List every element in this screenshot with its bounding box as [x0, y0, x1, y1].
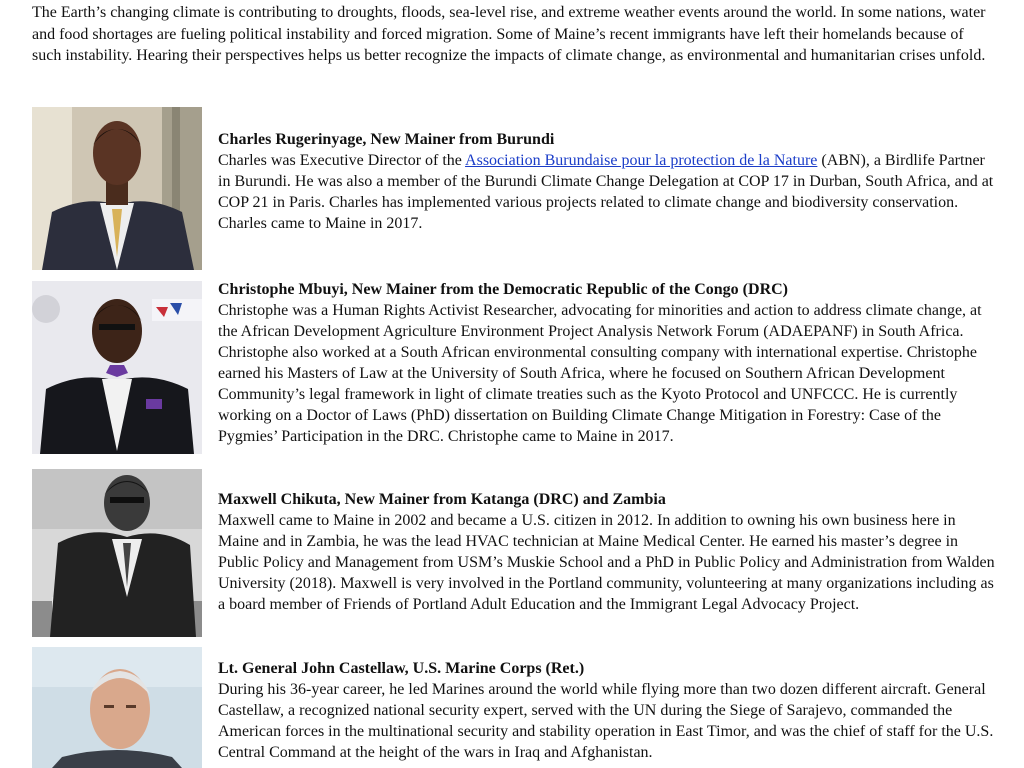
portrait-photo-castellaw [32, 647, 202, 768]
bio-block-castellaw [218, 658, 998, 763]
intro-paragraph: The Earth’s changing climate is contributing to droughts, floods, sea-level rise, and extreme weather events around the world. In some nations, water and food shortages are fueling political instability and forced migration. Some of Maine’s recent immigrants have left their homelands because of such instability. Hearing their perspectives helps us better recognize the impacts of climate change, as environmental and humanitarian crises unfold. [32, 4, 986, 64]
portrait-photo-christophe [32, 281, 202, 454]
bio-block-christophe [218, 279, 998, 447]
bio-block-maxwell [218, 489, 998, 615]
portrait-photo-charles [32, 107, 202, 270]
person-name: Charles Rugerinyage, New Mainer from Burundi [218, 131, 555, 148]
person-name: Lt. General John Castellaw, U.S. Marine Corps (Ret.) [218, 660, 585, 677]
person-name: Maxwell Chikuta, New Mainer from Katanga (DRC) and Zambia [218, 491, 666, 508]
bio-text: During his 36-year career, he led Marines around the world while flying more than two dozen different aircraft. General Castellaw, a recognized national security expert, served with the UN during the Siege of Sarajevo, commanded the American forces in the multinational security and stability operation in East Timor, and was the chief of staff for the U.S. Central Command at the height of the wars in Iraq and Afghanistan. [218, 681, 994, 761]
portrait-photo-maxwell [32, 469, 202, 637]
person-name: Christophe Mbuyi, New Mainer from the Democratic Republic of the Congo (DRC) [218, 281, 788, 298]
bio-text: Charles was Executive Director of the [218, 152, 466, 169]
bio-text: Maxwell came to Maine in 2002 and became a U.S. citizen in 2012. In addition to owning his own business here in Maine and in Zambia, he was the lead HVAC technician at Maine Medical Center. He earned his master’s degree in Public Policy and Management from USM’s Muskie School and a PhD in Public Policy and Administration from Walden University (2018). Maxwell is very involved in the Portland community, volunteering at many organizations including as a board member of Friends of Portland Adult Education and the Immigrant Legal Advocacy Project. [218, 512, 995, 613]
bio-text: Christophe was a Human Rights Activist Researcher, advocating for minorities and action to address climate change, at the African Development Agriculture Environment Project Analysis Network Forum (ADAEPANF) in South Africa. Christophe also worked at a South African environmental consulting company with international expertise. Christophe earned his Masters of Law at the University of South Africa, where he focused on Southern African Development Community’s legal framework in light of climate treaties such as the Kyoto Protocol and UNFCCC. He is currently working on a Doctor of Laws (PhD) dissertation on Building Climate Change Mitigation in Forestry: Case of the Pygmies’ Participation in the DRC. Christophe came to Maine in 2017. [218, 302, 982, 445]
bio-block-charles [218, 129, 998, 234]
abn-link[interactable]: Association Burundaise pour la protection de la Nature [465, 152, 818, 169]
bio-text: (ABN), a Birdlife Partner in Burundi. He was also a member of the Burundi Climate Change Delegation at COP 17 in Durban, South Africa, and at COP 21 in Paris. Charles has implemented various projects related to climate change and biodiversity conservation. Charles came to Maine in 2017. [218, 152, 994, 232]
